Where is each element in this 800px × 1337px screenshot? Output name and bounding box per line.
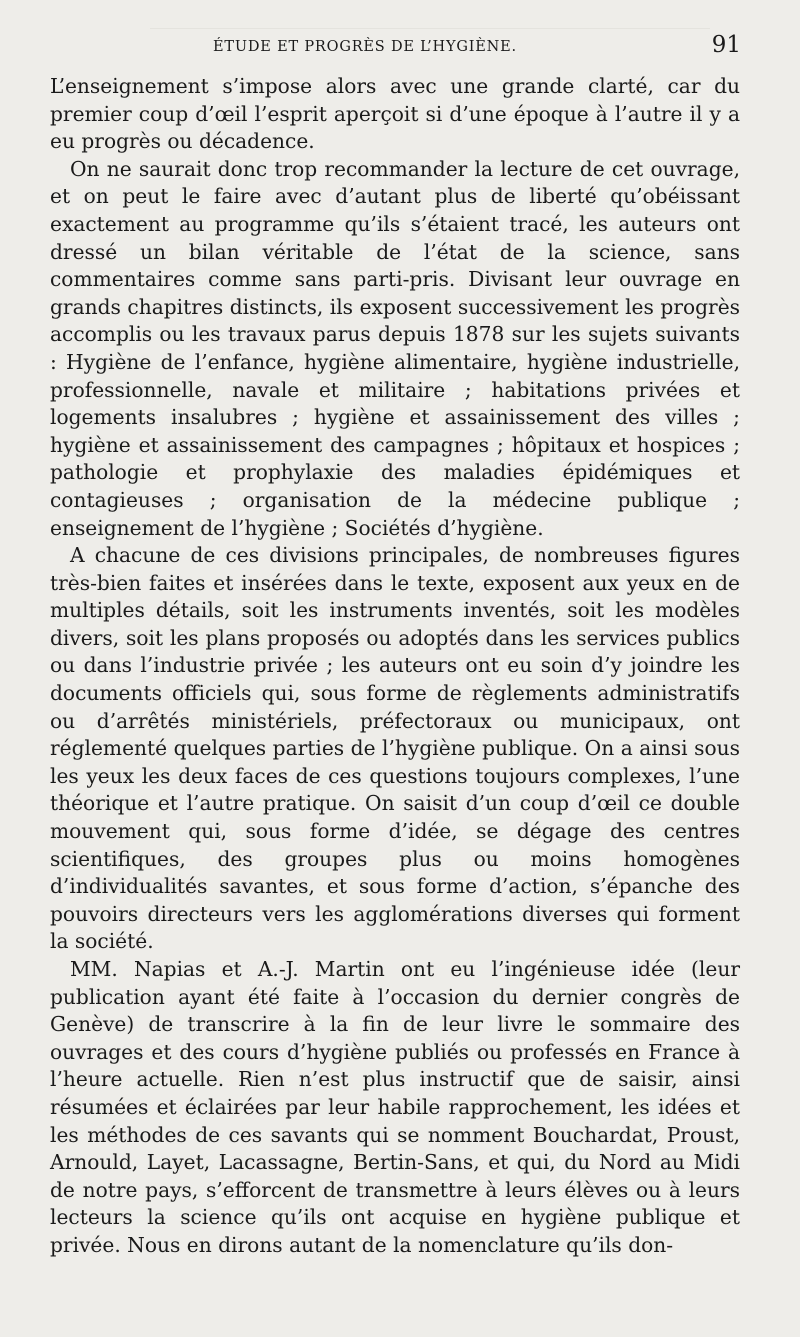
running-head xyxy=(48,30,743,64)
paragraph-4: MM. Napias et A.-J. Martin ont eu l’ingénieuse idée (leur publication ayant été faite à l’occasion du dernier congrès de Genève) de transcrire à la fin de leur livre le sommaire des ouvrages et des cours d’hygiène publiés ou professés en France à l’heure actuelle. Rien n’est plus instructif que de saisir, ainsi résumées et éclairées par leur habile rapprochement, les idées et les méthodes de ces savants qui se nomment Bouchardat, Proust, Arnould, Layet, Lacassagne, Bertin-Sans, et qui, du Nord au Midi de notre pays, s’efforcent de transmettre à leurs élèves ou à leurs lecteurs la science qu’ils ont acquise en hygiène publique et privée. Nous en dirons autant de la nomenclature qu’ils don- xyxy=(50,957,740,1257)
running-title: ÉTUDE ET PROGRÈS DE L’HYGIÈNE. xyxy=(213,39,517,55)
paragraph-3: A chacune de ces divisions principales, de nombreuses figures très-bien faites et insérées dans le texte, exposent aux yeux en de multiples détails, soit les instruments inventés, soit les modèles divers, soit les plans proposés ou adoptés dans les services publics ou dans l’industrie privée ; les auteurs ont eu soin d’y joindre les documents officiels qui, sous forme de règlements administratifs ou d’arrêtés ministériels, préfectoraux ou municipaux, ont réglementé quelques parties de l’hygiène publique. On a ainsi sous les yeux les deux faces de ces questions toujours complexes, l’une théorique et l’autre pratique. On saisit d’un coup d’œil ce double mouvement qui, sous forme d’idée, se dégage des centres scientifiques, des groupes plus ou moins homogènes d’individualités savantes, et sous forme d’action, s’épanche des pouvoirs directeurs vers les agglomérations diverses qui forment la société. xyxy=(50,543,740,954)
paragraph-2: On ne saurait donc trop recommander la lecture de cet ouvrage, et on peut le faire avec d’autant plus de liberté qu’obéissant exactement au programme qu’ils s’étaient tracé, les auteurs ont dressé un bilan véritable de l’état de la science, sans commentaires comme sans parti-pris. Divisant leur ouvrage en grands chapitres distincts, ils exposent successivement les progrès accomplis ou les travaux parus depuis 1878 sur les sujets suivants : Hygiène de l’enfance, hygiène alimentaire, hygiène industrielle, professionnelle, navale et militaire ; habitations privées et logements insalubres ; hygiène et assainissement des villes ; hygiène et assainissement des campagnes ; hôpitaux et hospices ; pathologie et prophylaxie des maladies épidémiques et contagieuses ; organisation de la médecine publique ; enseignement de l’hygiène ; Sociétés d’hygiène. xyxy=(50,156,740,540)
page-number: 91 xyxy=(711,32,741,58)
body-text xyxy=(50,73,740,1260)
paragraph-1: L’enseignement s’impose alors avec une grande clarté, car du premier coup d’œil l’esprit aperçoit si d’une époque à l’autre il y a eu progrès ou décadence. xyxy=(50,74,740,154)
